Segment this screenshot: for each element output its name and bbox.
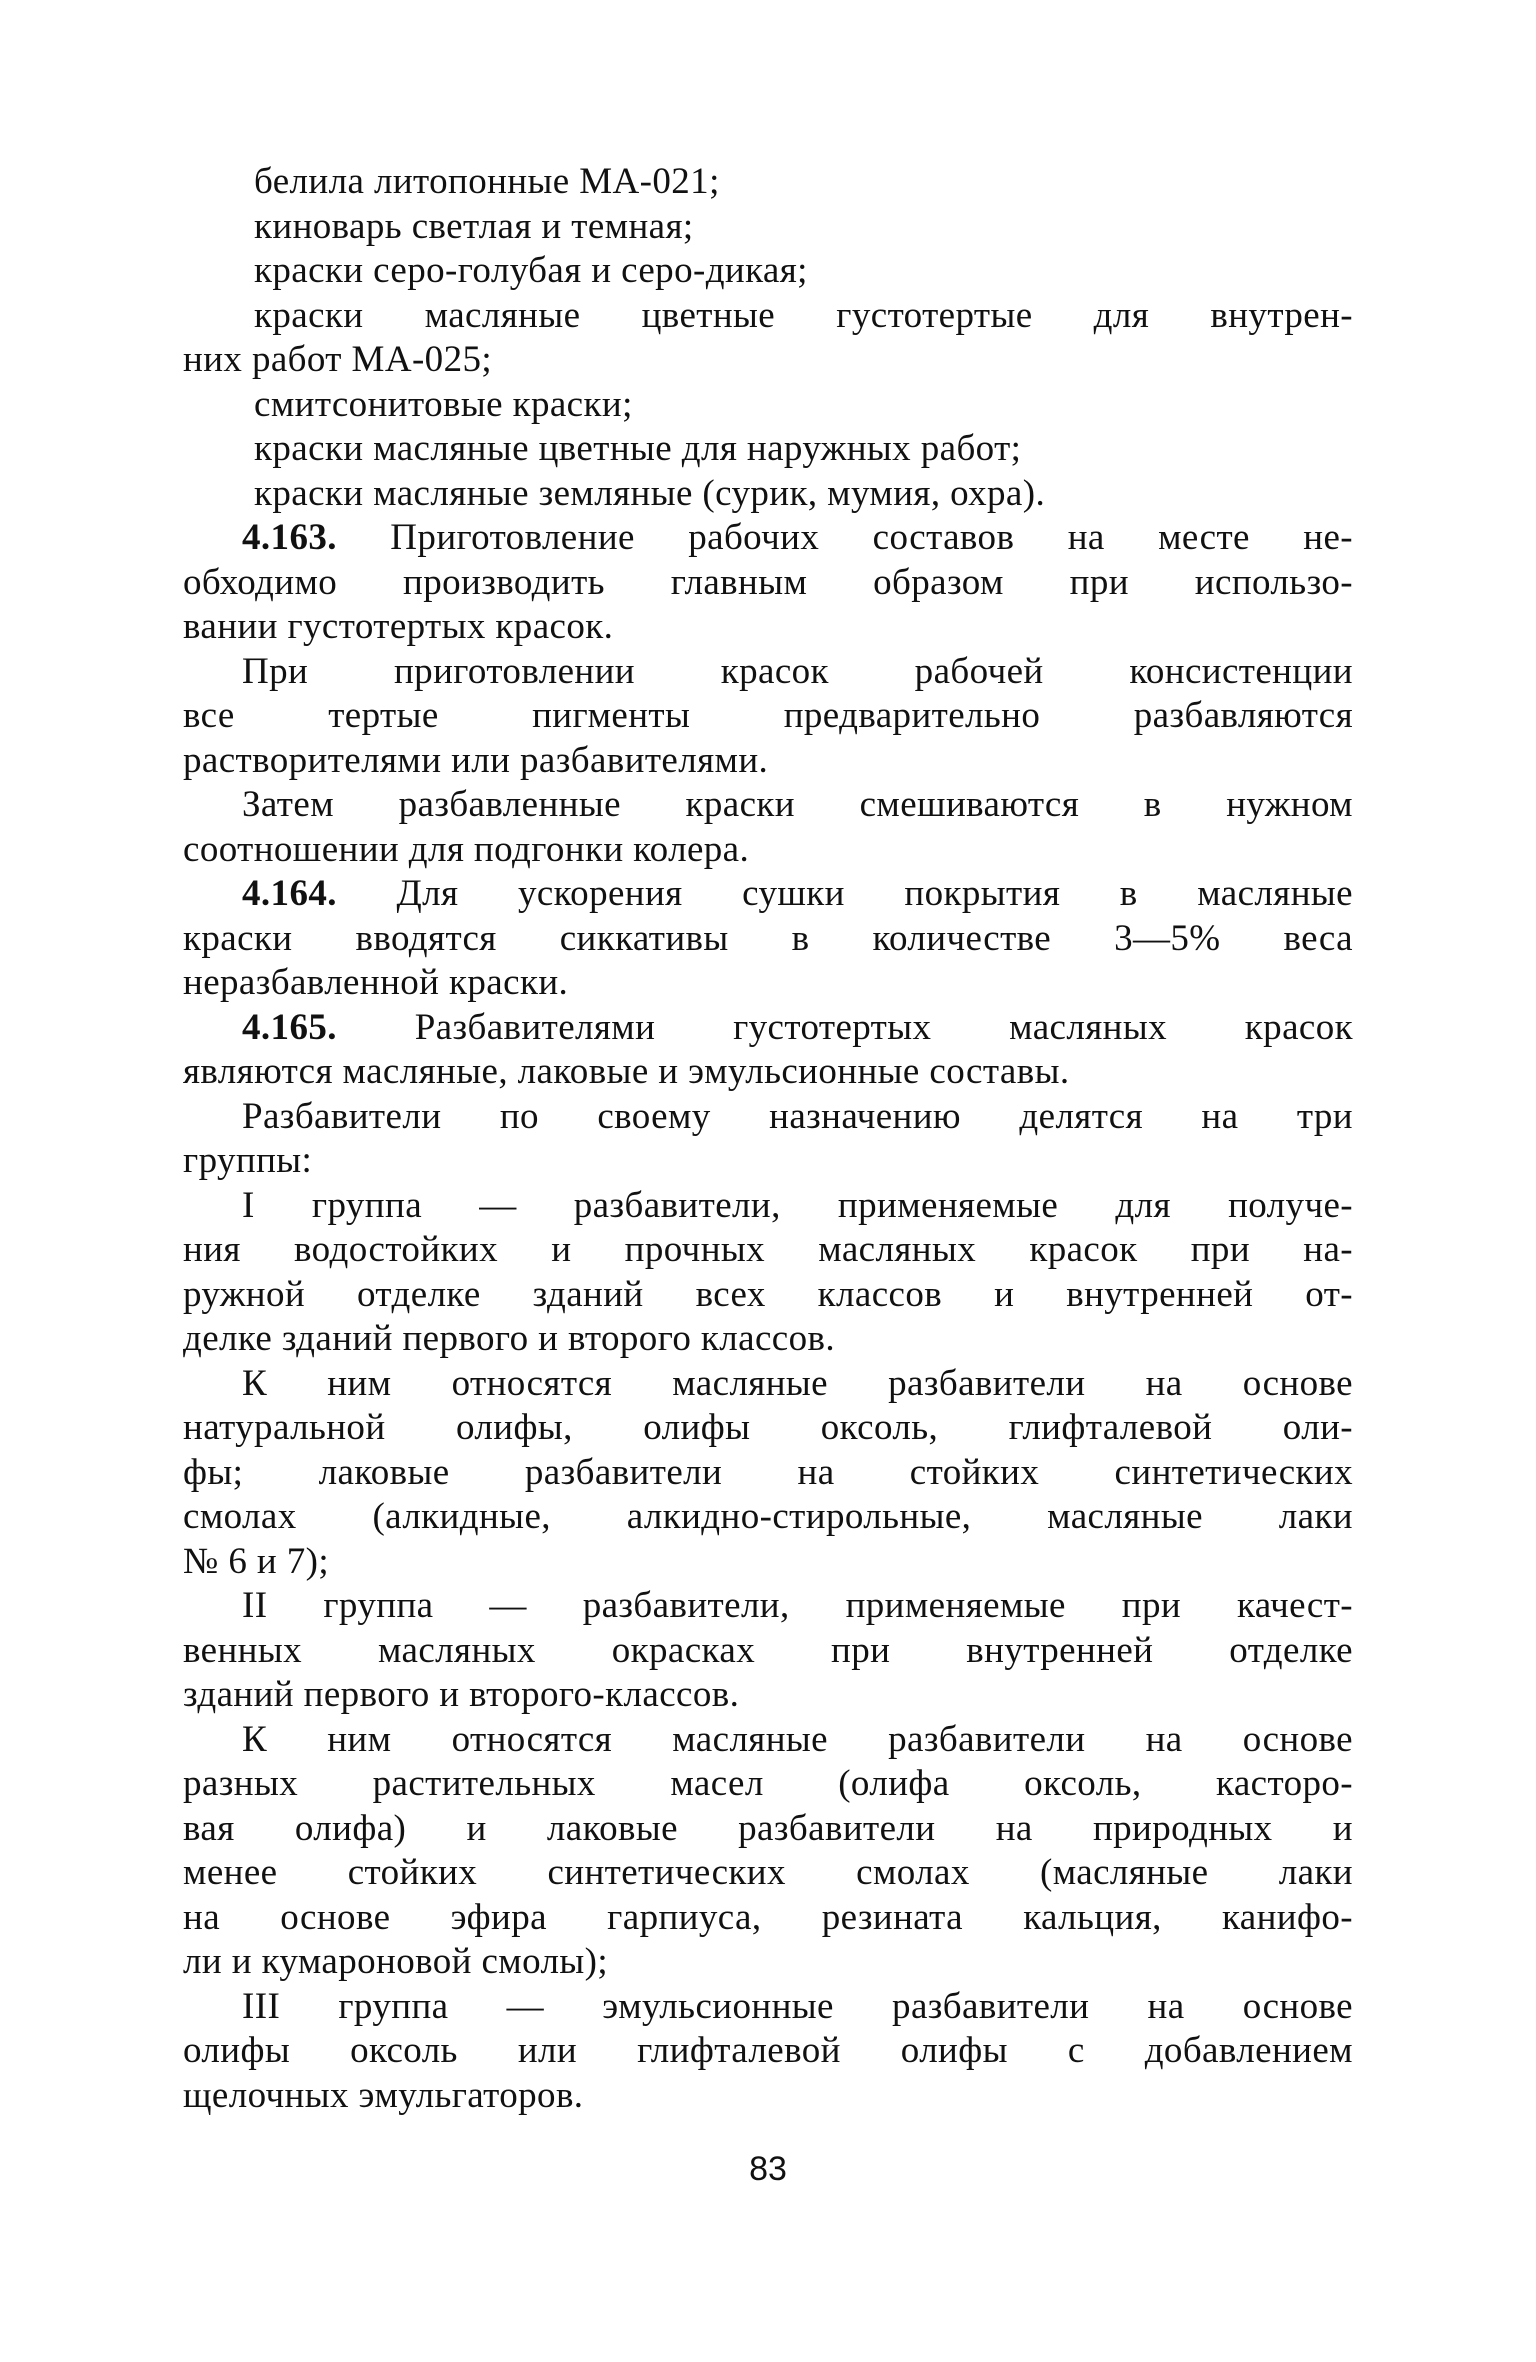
text-line: делке зданий первого и второго классов. xyxy=(183,1318,836,1359)
paragraph xyxy=(183,516,1353,650)
list-item xyxy=(183,160,1353,205)
text-line: краски масляные земляные (сурик, мумия, охра). xyxy=(254,472,1046,514)
paragraph xyxy=(183,1718,1353,1985)
text-line xyxy=(183,872,1353,917)
text-line: них работ МА-025; xyxy=(183,339,493,380)
text-line: олифы оксоль или глифталевой олифы с добавлением xyxy=(183,2030,1353,2071)
section-number: 4.164. xyxy=(242,873,337,914)
text-line: ния водостойких и прочных масляных красок при на- xyxy=(183,1229,1353,1270)
text-line: вая олифа) и лаковые разбавители на природных и xyxy=(183,1807,1353,1849)
text-line: III группа — эмульсионные разбавители на основе xyxy=(242,1985,1353,2027)
text-line: краски вводятся сиккативы в количестве 3—5% веса xyxy=(183,917,1353,959)
text-line: краски серо-голубая и серо-дикая; xyxy=(254,250,808,291)
list-item xyxy=(183,383,1353,428)
text-line: разных растительных масел (олифа оксоль, касторо- xyxy=(183,1763,1353,1804)
text-line: венных масляных окрасках при внутренней отделке xyxy=(183,1629,1353,1671)
paragraph xyxy=(183,1584,1353,1718)
text-line: смолах (алкидные, алкидно-стирольные, масляные лаки xyxy=(183,1496,1353,1537)
page-body xyxy=(183,160,1353,2118)
paragraphs xyxy=(183,516,1353,2118)
text-line: К ним относятся масляные разбавители на основе xyxy=(242,1362,1353,1404)
text-fragment: Разбавителями густотертых масляных красок xyxy=(414,1006,1353,1048)
text-line: растворителями или разбавителями. xyxy=(183,739,769,781)
text-line: киноварь светлая и темная; xyxy=(254,205,694,247)
text-line: на основе эфира гарпиуса, резината кальция, канифо- xyxy=(183,1896,1353,1938)
text-line: щелочных эмульгаторов. xyxy=(183,2074,584,2116)
paragraph xyxy=(183,1095,1353,1184)
list-item xyxy=(183,427,1353,472)
text-line: краски масляные цветные густотертые для внутрен- xyxy=(254,294,1353,336)
text-line: неразбавленной краски. xyxy=(183,962,569,1003)
list-item xyxy=(183,472,1353,517)
text-line: являются масляные, лаковые и эмульсионные составы. xyxy=(183,1051,1070,1092)
text-line xyxy=(183,1006,1353,1051)
text-line: натуральной олифы, олифы оксоль, глифталевой оли- xyxy=(183,1407,1353,1448)
text-line: ли и кумароновой смолы); xyxy=(183,1941,609,1982)
text-line: группы: xyxy=(183,1140,313,1181)
paragraph xyxy=(183,1362,1353,1585)
text-line: № 6 и 7); xyxy=(183,1540,330,1582)
paint-list xyxy=(183,160,1353,516)
text-fragment: Приготовление рабочих составов на месте не- xyxy=(390,517,1353,558)
text-line: зданий первого и второго-классов. xyxy=(183,1674,740,1715)
text-line: обходимо производить главным образом при использо- xyxy=(183,561,1353,603)
text-line: соотношении для подгонки колера. xyxy=(183,828,750,870)
list-item xyxy=(183,294,1353,383)
list-item xyxy=(183,249,1353,294)
text-line: При приготовлении красок рабочей консистенции xyxy=(242,650,1353,692)
text-line: краски масляные цветные для наружных работ; xyxy=(254,428,1022,469)
paragraph xyxy=(183,1184,1353,1362)
text-line: вании густотертых красок. xyxy=(183,606,614,647)
page-number: 83 xyxy=(749,2150,787,2188)
text-line: смитсонитовые краски; xyxy=(254,383,633,425)
text-line: ружной отделке зданий всех классов и внутренней от- xyxy=(183,1273,1353,1315)
text-line: белила литопонные МА-021; xyxy=(254,161,720,202)
section-number: 4.165. xyxy=(242,1006,337,1048)
text-line xyxy=(183,516,1353,561)
text-line: все тертые пигменты предварительно разбавляются xyxy=(183,695,1353,736)
paragraph xyxy=(183,650,1353,784)
paragraph xyxy=(183,1985,1353,2119)
section-number: 4.163. xyxy=(242,517,337,558)
text-line: II группа — разбавители, применяемые при качест- xyxy=(242,1585,1353,1626)
text-line: менее стойких синтетических смолах (масляные лаки xyxy=(183,1852,1353,1893)
text-line: фы; лаковые разбавители на стойких синтетических xyxy=(183,1451,1353,1493)
text-line: К ним относятся масляные разбавители на основе xyxy=(242,1718,1353,1760)
text-line: Разбавители по своему назначению делятся на три xyxy=(242,1095,1353,1137)
text-line: I группа — разбавители, применяемые для получе- xyxy=(242,1184,1353,1226)
text-fragment: Для ускорения сушки покрытия в масляные xyxy=(396,873,1353,914)
paragraph xyxy=(183,872,1353,1006)
paragraph xyxy=(183,1006,1353,1095)
list-item xyxy=(183,205,1353,250)
text-line: Затем разбавленные краски смешиваются в нужном xyxy=(242,784,1353,825)
paragraph xyxy=(183,783,1353,872)
